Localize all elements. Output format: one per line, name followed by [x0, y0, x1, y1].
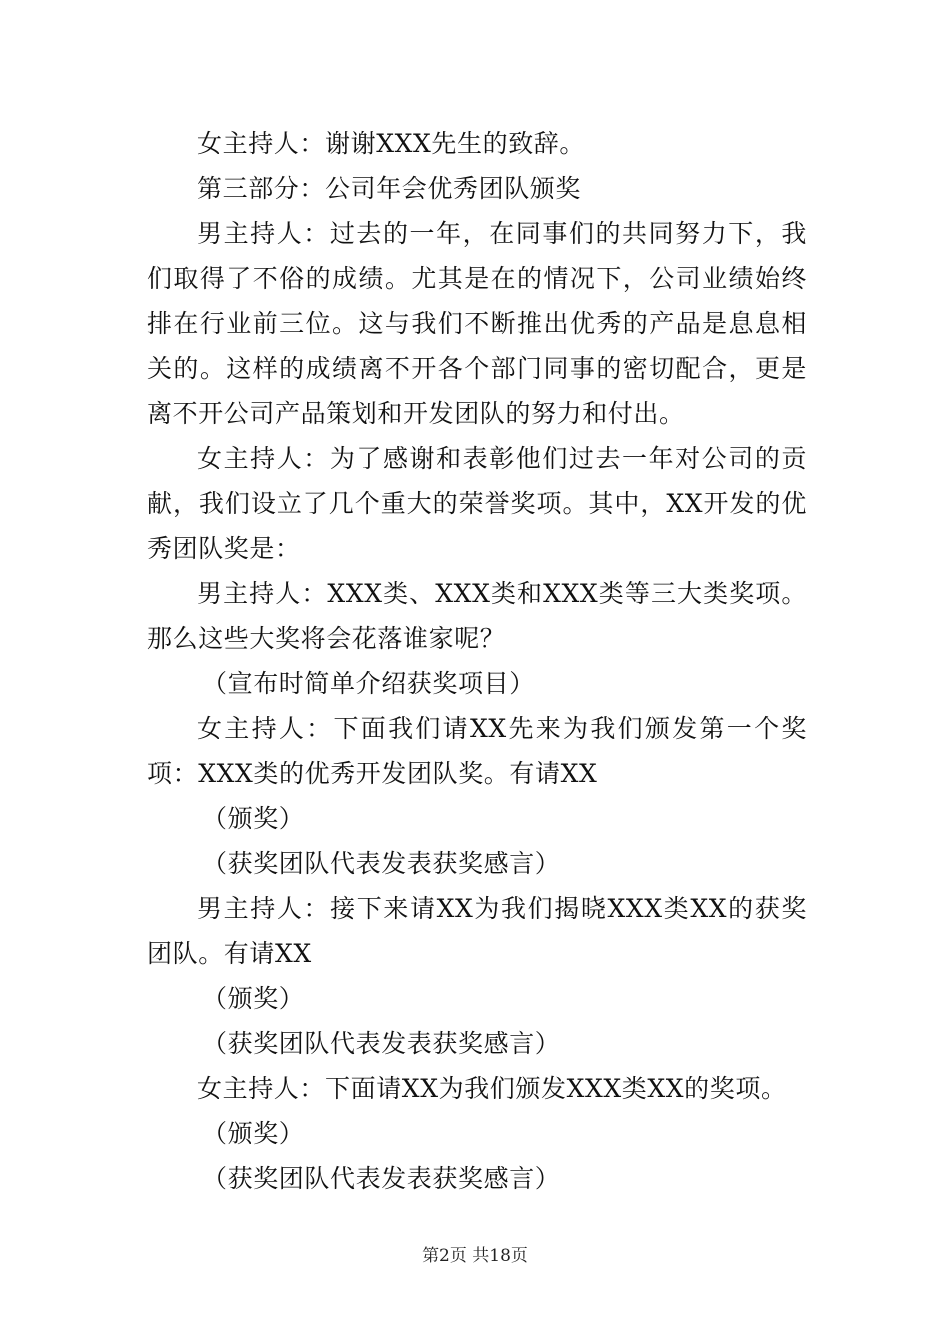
section-heading: 第三部分：公司年会优秀团队颁奖: [197, 174, 582, 203]
paragraph: 女主持人：下面请XX为我们颁发XXX类XX的奖项。: [197, 1074, 787, 1103]
stage-direction: （颁奖）: [202, 984, 305, 1013]
stage-direction: （颁奖）: [202, 1119, 305, 1148]
paragraph: 男主持人：XXX类、XXX类和XXX类等三大类奖项。那么这些大奖将会花落谁家呢？: [147, 579, 807, 653]
page-footer: 第2页 共18页: [422, 1246, 528, 1266]
paragraph: 男主持人：过去的一年，在同事们的共同努力下，我们取得了不俗的成绩。尤其是在的情况下，公司业绩始终排在行业前三位。这与我们不断推出优秀的产品是息息相关的。这样的成绩离不开各个部门同事的密切配合，更是离不开公司产品策划和开发团队的努力和付出。: [147, 219, 807, 428]
document-body: [147, 121, 807, 1201]
stage-direction: （宣布时简单介绍获奖项目）: [202, 669, 535, 698]
paragraph: 女主持人：谢谢XXX先生的致辞。: [197, 129, 585, 158]
stage-direction: （获奖团队代表发表获奖感言）: [202, 1029, 561, 1058]
paragraph: 女主持人：下面我们请XX先来为我们颁发第一个奖项：XXX类的优秀开发团队奖。有请XX: [147, 714, 807, 788]
stage-direction: （获奖团队代表发表获奖感言）: [202, 849, 561, 878]
stage-direction: （获奖团队代表发表获奖感言）: [202, 1164, 561, 1193]
paragraph: 女主持人：为了感谢和表彰他们过去一年对公司的贡献，我们设立了几个重大的荣誉奖项。其中，XX开发的优秀团队奖是：: [147, 444, 807, 563]
paragraph: 男主持人：接下来请XX为我们揭晓XXX类XX的获奖团队。有请XX: [147, 894, 807, 968]
stage-direction: （颁奖）: [202, 804, 305, 833]
